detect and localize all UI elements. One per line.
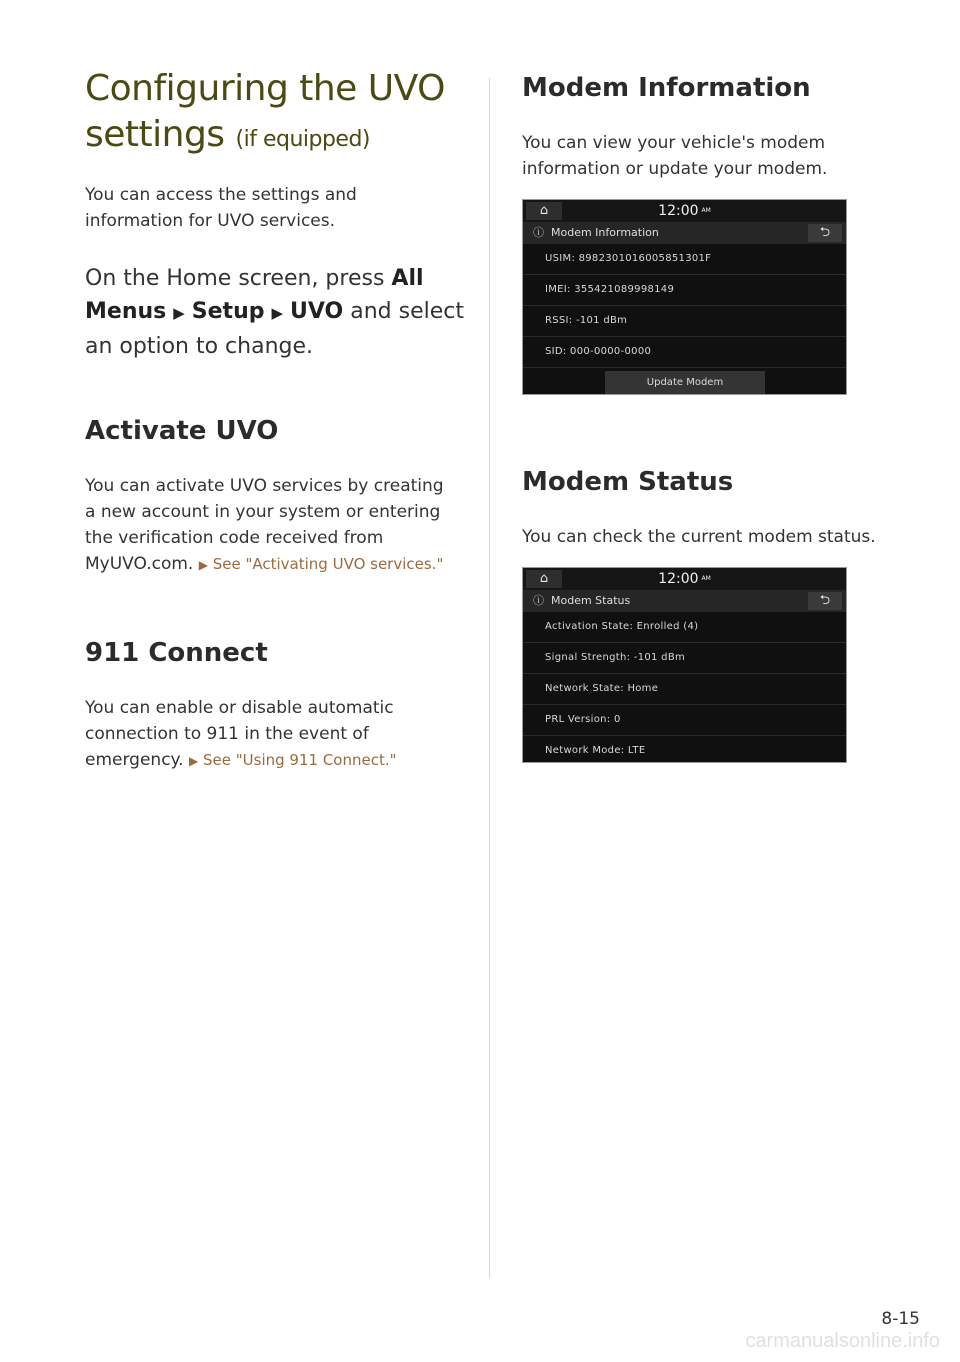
modem-status-heading: Modem Status bbox=[522, 467, 734, 497]
activate-uvo-heading: Activate UVO bbox=[85, 416, 279, 446]
list-item: Network State: Home bbox=[523, 674, 846, 705]
list-item: SID: 000-0000-0000 bbox=[523, 337, 846, 368]
update-modem-button[interactable]: Update Modem bbox=[605, 371, 765, 394]
connect-911-text: You can enable or disable automatic connection to 911 in the event of emergency. ▶ See "Using 911 Connect." bbox=[85, 698, 397, 770]
screen-title-bar: ⓘ Modem Information ⮌ bbox=[523, 222, 846, 244]
modem-status-text: You can check the current modem status. bbox=[522, 527, 876, 547]
info-icon: ⓘ bbox=[533, 594, 544, 607]
screen-title-bar: ⓘ Modem Status ⮌ bbox=[523, 590, 846, 612]
list-item: Activation State: Enrolled (4) bbox=[523, 612, 846, 643]
modem-info-heading: Modem Information bbox=[522, 73, 811, 103]
connect-911-heading: 911 Connect bbox=[85, 638, 268, 668]
triangle-icon: ▶ bbox=[173, 304, 185, 322]
back-icon[interactable]: ⮌ bbox=[808, 224, 842, 242]
clock: 12:00 AM bbox=[658, 203, 711, 219]
clock: 12:00 AM bbox=[658, 571, 711, 587]
triangle-icon: ▶ bbox=[198, 558, 208, 572]
modem-status-screen bbox=[522, 567, 847, 763]
triangle-icon: ▶ bbox=[189, 754, 199, 768]
modem-info-text: You can view your vehicle's modem information or update your modem. bbox=[522, 133, 828, 179]
screen-status-bar bbox=[523, 568, 846, 590]
list-item: PRL Version: 0 bbox=[523, 705, 846, 736]
instruction-text: On the Home screen, press All Menus ▶ Setup ▶ UVO and select an option to change. bbox=[85, 266, 464, 359]
page-title: Configuring the UVO settings (if equipped) bbox=[85, 68, 445, 155]
column-divider bbox=[489, 78, 490, 1278]
screen-status-bar bbox=[523, 200, 846, 222]
page-number: 8-15 bbox=[881, 1309, 920, 1329]
list-item: USIM: 8982301016005851301F bbox=[523, 244, 846, 275]
activate-xref-link[interactable]: ▶ See "Activating UVO services." bbox=[198, 555, 444, 573]
home-icon[interactable]: ⌂ bbox=[526, 202, 562, 220]
back-icon[interactable]: ⮌ bbox=[808, 592, 842, 610]
activate-uvo-text: You can activate UVO services by creating a new account in your system or entering the verification code received from MyUVO.com. ▶ See "Activating UVO services." bbox=[85, 476, 444, 574]
intro-text: You can access the settings and information for UVO services. bbox=[85, 185, 357, 231]
title-suffix: (if equipped) bbox=[235, 127, 371, 152]
info-icon: ⓘ bbox=[533, 226, 544, 239]
modem-info-screen bbox=[522, 199, 847, 395]
list-item: Signal Strength: -101 dBm bbox=[523, 643, 846, 674]
connect-xref-link[interactable]: ▶ See "Using 911 Connect." bbox=[189, 751, 397, 769]
triangle-icon: ▶ bbox=[271, 304, 284, 322]
list-item: IMEI: 355421089998149 bbox=[523, 275, 846, 306]
list-item: Network Mode: LTE bbox=[545, 745, 646, 756]
home-icon[interactable]: ⌂ bbox=[526, 570, 562, 588]
watermark: carmanualsonline.info bbox=[745, 1330, 940, 1352]
list-item: RSSI: -101 dBm bbox=[523, 306, 846, 337]
